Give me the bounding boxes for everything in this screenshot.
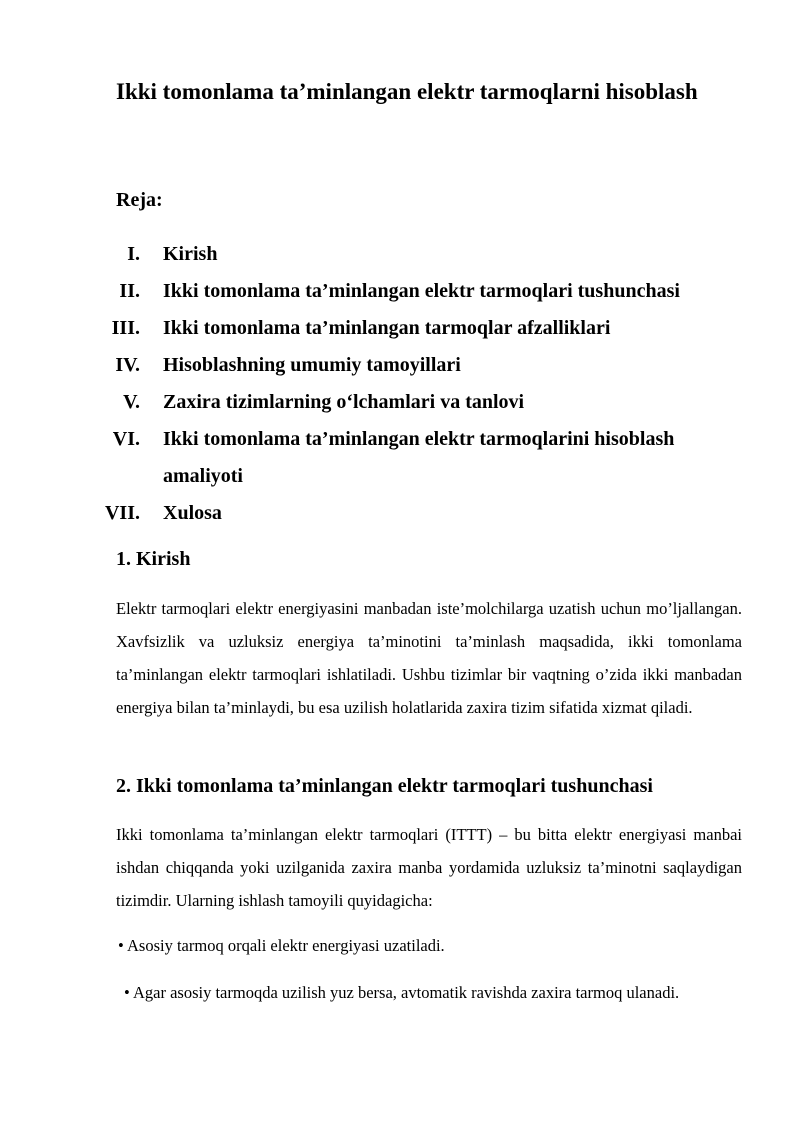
plan-item [0,236,800,273]
section-paragraph-concept: Ikki tomonlama ta’minlangan elektr tarmoqlari (ITTT) – bu bitta elektr energiyasi manbai ishdan chiqqanda yoki uzilganida zaxira manba yordamida uzluksiz ta’minotni saqlaydigan tizimdir. Ularning ishlash tamoyili quyidagicha: [116,825,742,910]
plan-item [0,347,800,384]
section-heading-concept: 2. Ikki tomonlama ta’minlangan elektr tarmoqlari tushunchasi [116,775,653,797]
document-title: Ikki tomonlama ta’minlangan elektr tarmoqlarni hisoblash [116,79,698,104]
plan-item [0,384,800,421]
plan-item [0,421,800,495]
section-paragraph-introduction: Elektr tarmoqlari elektr energiyasini manbadan iste’molchilarga uzatish uchun mo’ljallangan. Xavfsizlik va uzluksiz energiya ta’minotini ta’minlash maqsadida, ikki tomonlama ta’minlangan elektr tarmoqlari ishlatiladi. Ushbu tizimlar bir vaqtning o’zida ikki manbadan energiya bilan ta’minlaydi, bu esa uzilish holatlarida zaxira tizim sifatida xizmat qiladi. [116,599,742,717]
plan-item-text: Ikki tomonlama ta’minlangan elektr tarmoqlari tushunchasi [163,280,680,302]
plan-item [0,495,800,532]
plan-heading: Reja: [116,189,163,211]
plan-item-number: VII. [104,502,140,524]
plan-item [0,310,800,347]
plan-list [0,236,800,532]
plan-item-number: V. [123,391,140,413]
plan-item-text: Kirish [163,243,218,265]
plan-item-text: Hisoblashning umumiy tamoyillari [163,354,461,376]
plan-item-number: III. [111,317,140,339]
plan-item [0,273,800,310]
bullet-item: • Asosiy tarmoq orqali elektr energiyasi uzatiladi. [118,936,445,955]
plan-item-text: Xulosa [163,502,222,524]
bullet-item: • Agar asosiy tarmoqda uzilish yuz bersa, avtomatik ravishda zaxira tarmoq ulanadi. [124,983,680,1002]
plan-item-text: Ikki tomonlama ta’minlangan tarmoqlar afzalliklari [163,317,611,339]
plan-item-number: VI. [112,428,140,450]
section-heading-introduction: 1. Kirish [116,548,191,570]
plan-item-number: I. [127,243,140,265]
plan-item-text: Zaxira tizimlarning o‘lchamlari va tanlovi [163,391,525,413]
plan-item-number: II. [119,280,140,302]
plan-item-text: Ikki tomonlama ta’minlangan elektr tarmoqlarini hisoblash amaliyoti [163,428,675,487]
plan-item-number: IV. [115,354,140,376]
